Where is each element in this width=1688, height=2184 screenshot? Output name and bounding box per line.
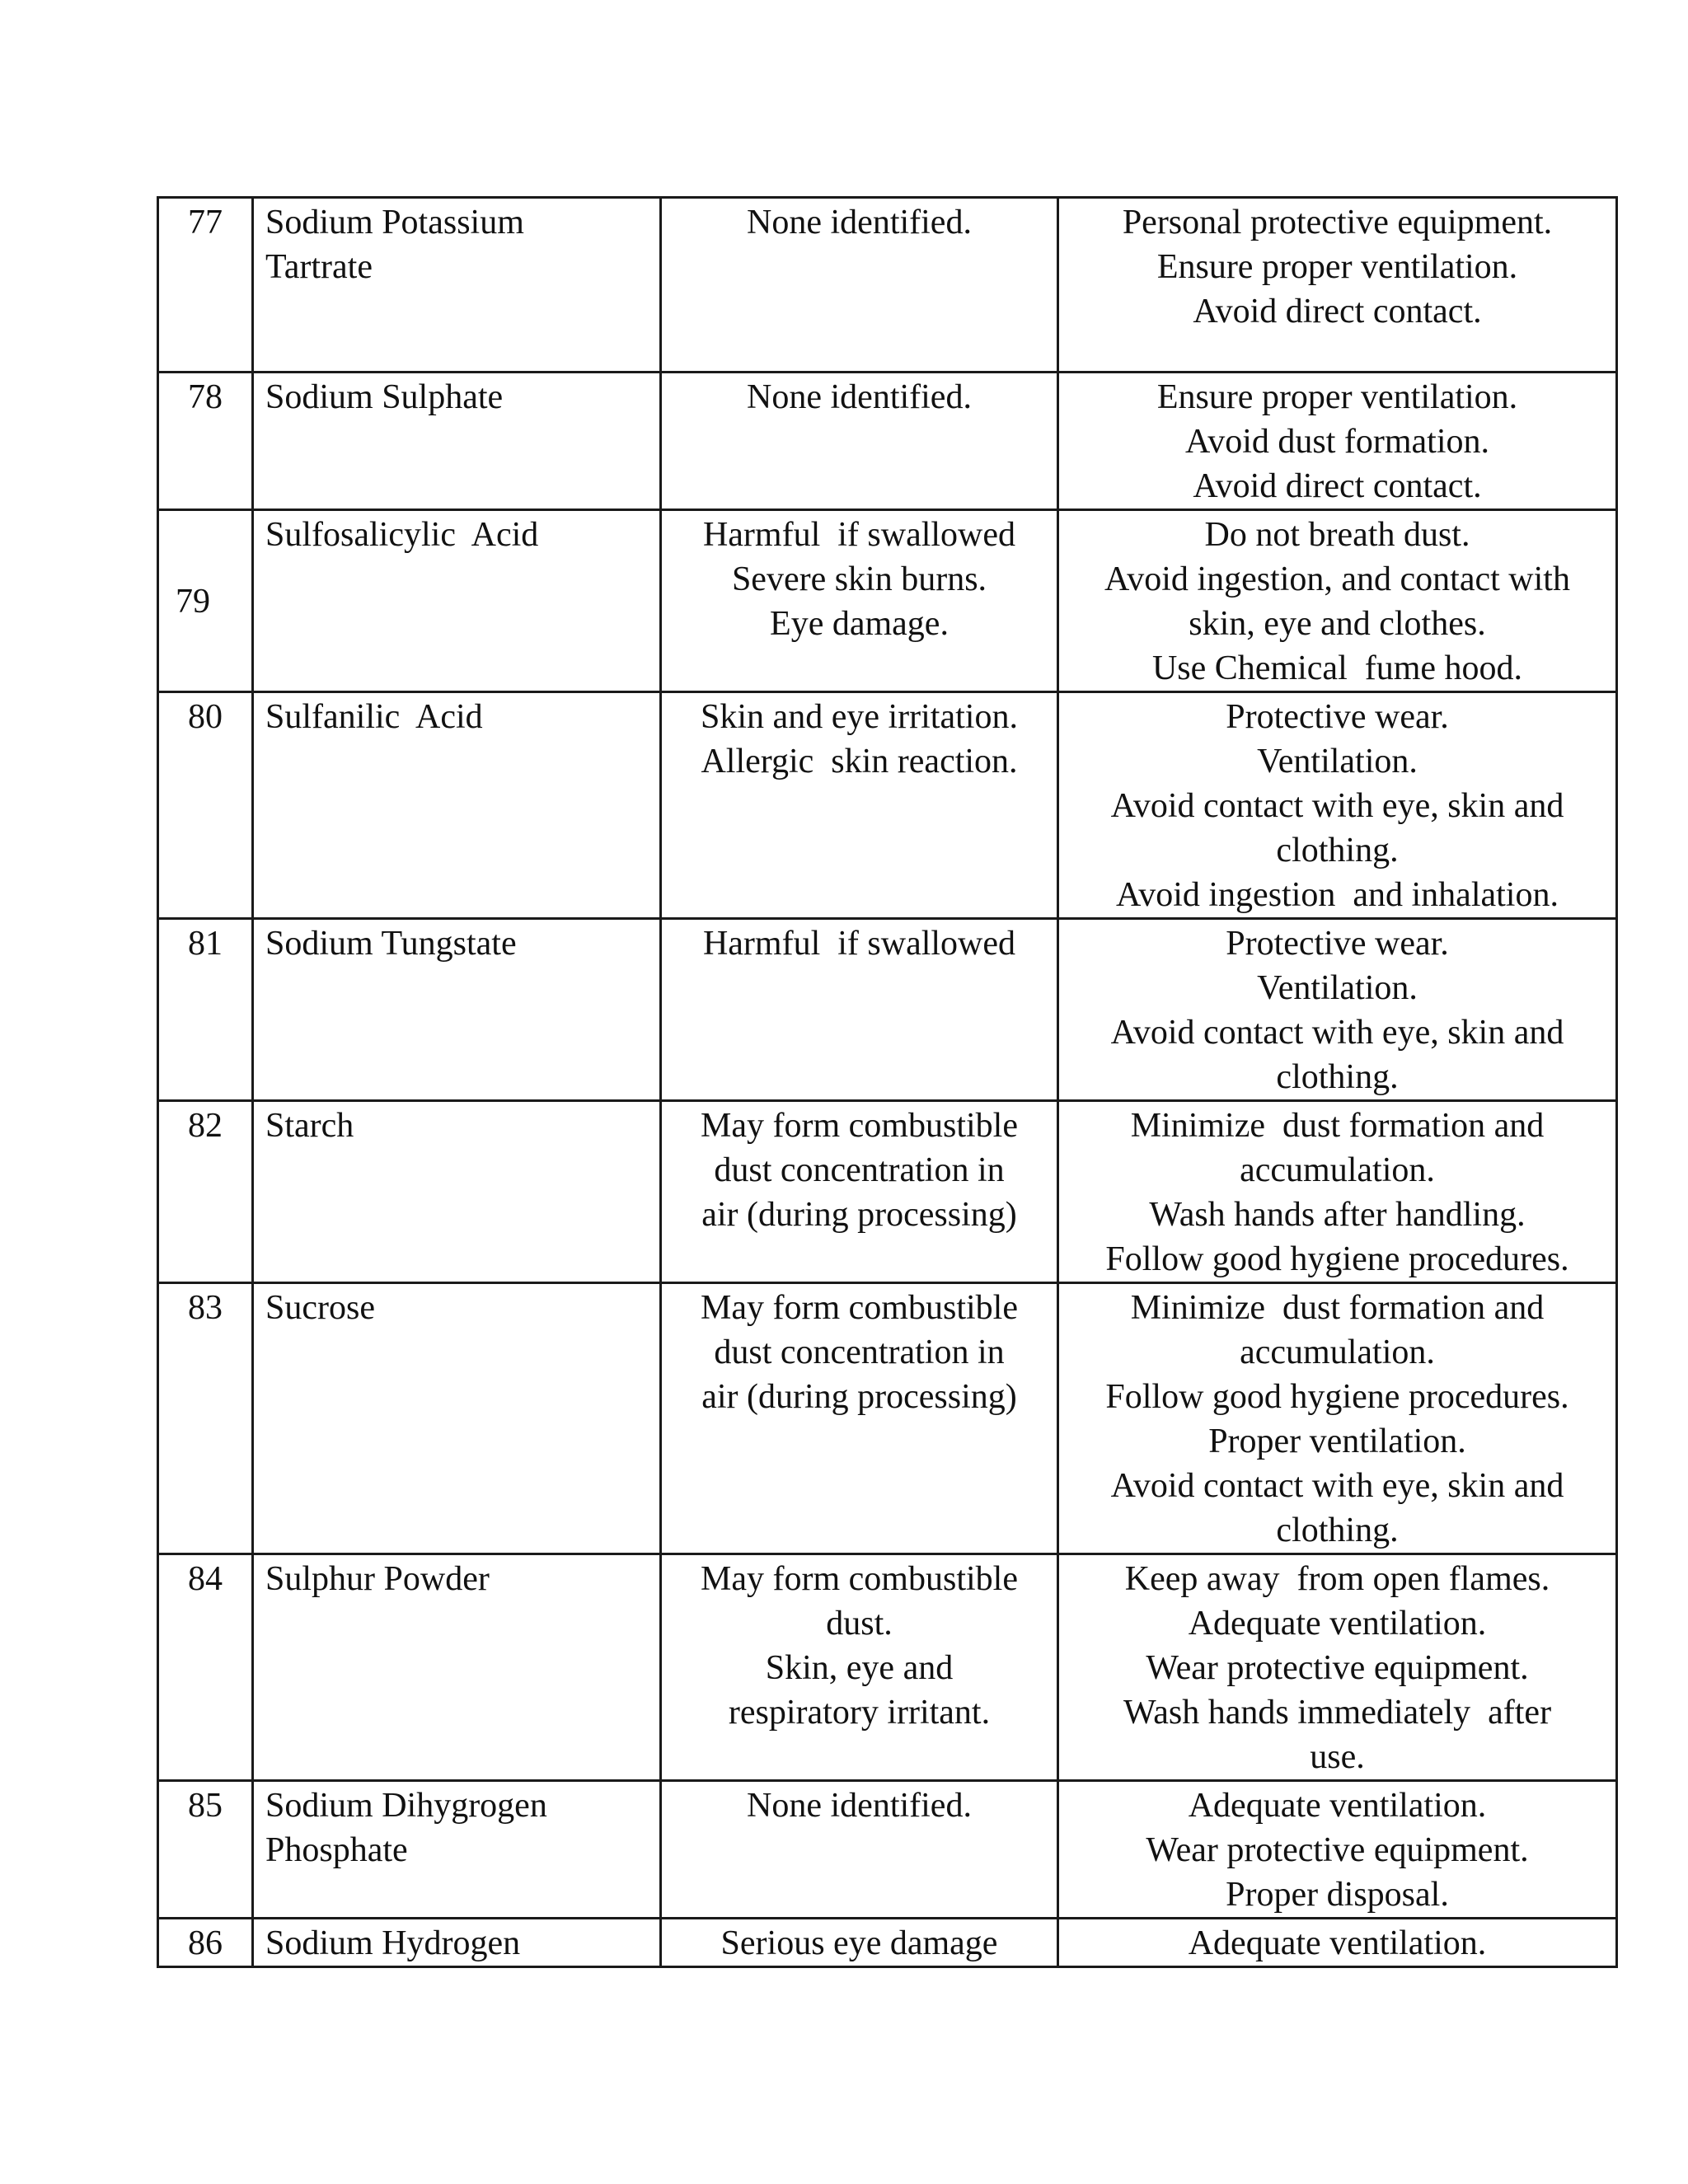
row-number: 81 <box>158 919 253 1101</box>
precaution-description-line: Do not breath dust. <box>1204 516 1470 554</box>
precaution-description-line: skin, eye and clothes. <box>1189 605 1486 643</box>
precaution-description <box>1058 373 1617 510</box>
hazard-description-line: dust concentration in <box>714 1333 1005 1371</box>
hazard-description <box>661 692 1058 919</box>
precaution-description-line: Wear protective equipment. <box>1146 1831 1529 1869</box>
precaution-description-line: accumulation. <box>1240 1151 1435 1189</box>
hazard-description-line: respiratory irritant. <box>728 1694 991 1732</box>
hazard-description-line: None identified. <box>747 1787 972 1825</box>
hazard-description <box>661 919 1058 1101</box>
precaution-description-line: Adequate ventilation. <box>1188 1605 1487 1643</box>
precaution-description <box>1058 919 1617 1101</box>
precaution-description <box>1058 1101 1617 1283</box>
hazard-description-line: air (during processing) <box>701 1196 1017 1234</box>
chemical-name <box>253 1554 661 1781</box>
hazard-description-line: air (during processing) <box>701 1378 1017 1416</box>
table-row <box>158 198 1617 373</box>
row-number: 82 <box>158 1101 253 1283</box>
precaution-description-line: clothing. <box>1276 1511 1399 1549</box>
hazard-description-line: Eye damage. <box>770 605 949 643</box>
table-row <box>158 373 1617 510</box>
precaution-description <box>1058 510 1617 692</box>
precaution-description-line: Avoid ingestion, and contact with <box>1104 560 1570 598</box>
precaution-description <box>1058 1554 1617 1781</box>
hazard-description-line: Skin, eye and <box>765 1649 954 1687</box>
chemical-name-line: Phosphate <box>265 1831 408 1869</box>
precaution-description-line: Personal protective equipment. <box>1122 204 1553 241</box>
chemical-name-line: Sodium Sulphate <box>265 378 504 416</box>
precaution-description-line: accumulation. <box>1240 1333 1435 1371</box>
chemical-name <box>253 1283 661 1554</box>
hazard-description-line: May form combustible <box>701 1560 1018 1598</box>
precaution-description-line: Avoid direct contact. <box>1193 293 1482 330</box>
precaution-description-line: Ensure proper ventilation. <box>1156 378 1518 416</box>
row-number: 85 <box>158 1781 253 1919</box>
row-number: 79 <box>158 510 253 692</box>
chemical-name <box>253 1919 661 1967</box>
hazard-description-line: May form combustible <box>701 1107 1018 1145</box>
hazard-description <box>661 1283 1058 1554</box>
hazard-description-line: dust. <box>826 1605 893 1643</box>
chemical-name-line: Tartrate <box>265 248 373 286</box>
hazard-description-line: None identified. <box>747 204 972 241</box>
chemical-safety-table <box>157 196 1618 1968</box>
table-row <box>158 1101 1617 1283</box>
precaution-description-line: Ventilation. <box>1257 969 1418 1007</box>
table-row <box>158 1283 1617 1554</box>
precaution-description <box>1058 692 1617 919</box>
precaution-description-line: Keep away from open flames. <box>1124 1560 1550 1598</box>
precaution-description <box>1058 1919 1617 1967</box>
precaution-description <box>1058 1781 1617 1919</box>
precaution-description <box>1058 1283 1617 1554</box>
chemical-name <box>253 510 661 692</box>
table-row <box>158 1554 1617 1781</box>
chemical-name <box>253 198 661 373</box>
hazard-description <box>661 373 1058 510</box>
hazard-description <box>661 1781 1058 1919</box>
precaution-description-line: Proper disposal. <box>1226 1876 1449 1914</box>
hazard-description-line: Allergic skin reaction. <box>701 743 1018 780</box>
table-row <box>158 1919 1617 1967</box>
precaution-description-line: Avoid contact with eye, skin and <box>1110 1467 1564 1505</box>
chemical-name <box>253 373 661 510</box>
precaution-description-line: Proper ventilation. <box>1208 1422 1466 1460</box>
precaution-description-line: clothing. <box>1276 1058 1399 1096</box>
table-row <box>158 1781 1617 1919</box>
hazard-description <box>661 198 1058 373</box>
precaution-description-line: Wash hands immediately after <box>1123 1694 1552 1732</box>
hazard-description-line: None identified. <box>747 378 972 416</box>
chemical-name-line: Sodium Tungstate <box>265 925 517 963</box>
precaution-description-line: Follow good hygiene procedures. <box>1105 1240 1569 1278</box>
chemical-name-line: Sulphur Powder <box>265 1560 490 1598</box>
precaution-description-line: Avoid contact with eye, skin and <box>1110 787 1564 825</box>
table-row <box>158 510 1617 692</box>
precaution-description-line: Ventilation. <box>1257 743 1418 780</box>
precaution-description-line: Avoid ingestion and inhalation. <box>1116 876 1559 914</box>
row-number: 80 <box>158 692 253 919</box>
precaution-description-line: Avoid dust formation. <box>1184 423 1490 461</box>
chemical-name-line: Starch <box>265 1107 354 1145</box>
precaution-description-line: Avoid direct contact. <box>1193 467 1482 505</box>
row-number: 78 <box>158 373 253 510</box>
precaution-description-line: Minimize dust formation and <box>1130 1107 1545 1145</box>
precaution-description-line: Protective wear. <box>1226 698 1449 736</box>
precaution-description-line: Adequate ventilation. <box>1188 1787 1487 1825</box>
hazard-description <box>661 510 1058 692</box>
hazard-description <box>661 1919 1058 1967</box>
hazard-description <box>661 1101 1058 1283</box>
precaution-description-line: use. <box>1310 1738 1365 1776</box>
precaution-description-line: clothing. <box>1276 832 1399 869</box>
table-row <box>158 692 1617 919</box>
hazard-description-line: Severe skin burns. <box>731 560 987 598</box>
precaution-description-line: Protective wear. <box>1226 925 1449 963</box>
chemical-name-line: Sodium Hydrogen <box>265 1924 521 1962</box>
hazard-description-line: dust concentration in <box>714 1151 1005 1189</box>
chemical-name <box>253 919 661 1101</box>
row-number: 84 <box>158 1554 253 1781</box>
table-row <box>158 919 1617 1101</box>
chemical-name <box>253 692 661 919</box>
hazard-description-line: Harmful if swallowed <box>702 516 1016 554</box>
hazard-description-line: Skin and eye irritation. <box>701 698 1018 736</box>
chemical-name-line: Sulfanilic Acid <box>265 698 483 736</box>
hazard-description-line: Serious eye damage <box>720 1924 998 1962</box>
chemical-name-line: Sulfosalicylic Acid <box>265 516 539 554</box>
row-number: 86 <box>158 1919 253 1967</box>
row-number: 83 <box>158 1283 253 1554</box>
precaution-description-line: Ensure proper ventilation. <box>1156 248 1518 286</box>
precaution-description-line: Wash hands after handling. <box>1149 1196 1526 1234</box>
chemical-name <box>253 1781 661 1919</box>
precaution-description-line: Adequate ventilation. <box>1188 1924 1487 1962</box>
chemical-name <box>253 1101 661 1283</box>
precaution-description-line: Minimize dust formation and <box>1130 1289 1545 1327</box>
chemical-name-line: Sucrose <box>265 1289 375 1327</box>
hazard-description <box>661 1554 1058 1781</box>
precaution-description-line: Avoid contact with eye, skin and <box>1110 1014 1564 1052</box>
precaution-description-line: Wear protective equipment. <box>1146 1649 1529 1687</box>
table-body <box>158 198 1617 1967</box>
hazard-description-line: Harmful if swallowed <box>702 925 1016 963</box>
chemical-name-line: Sodium Dihygrogen <box>265 1787 547 1825</box>
precaution-description <box>1058 198 1617 373</box>
precaution-description-line: Follow good hygiene procedures. <box>1105 1378 1569 1416</box>
hazard-description-line: May form combustible <box>701 1289 1018 1327</box>
chemical-name-line: Sodium Potassium <box>265 204 524 241</box>
precaution-description-line: Use Chemical fume hood. <box>1151 649 1523 687</box>
row-number: 77 <box>158 198 253 373</box>
